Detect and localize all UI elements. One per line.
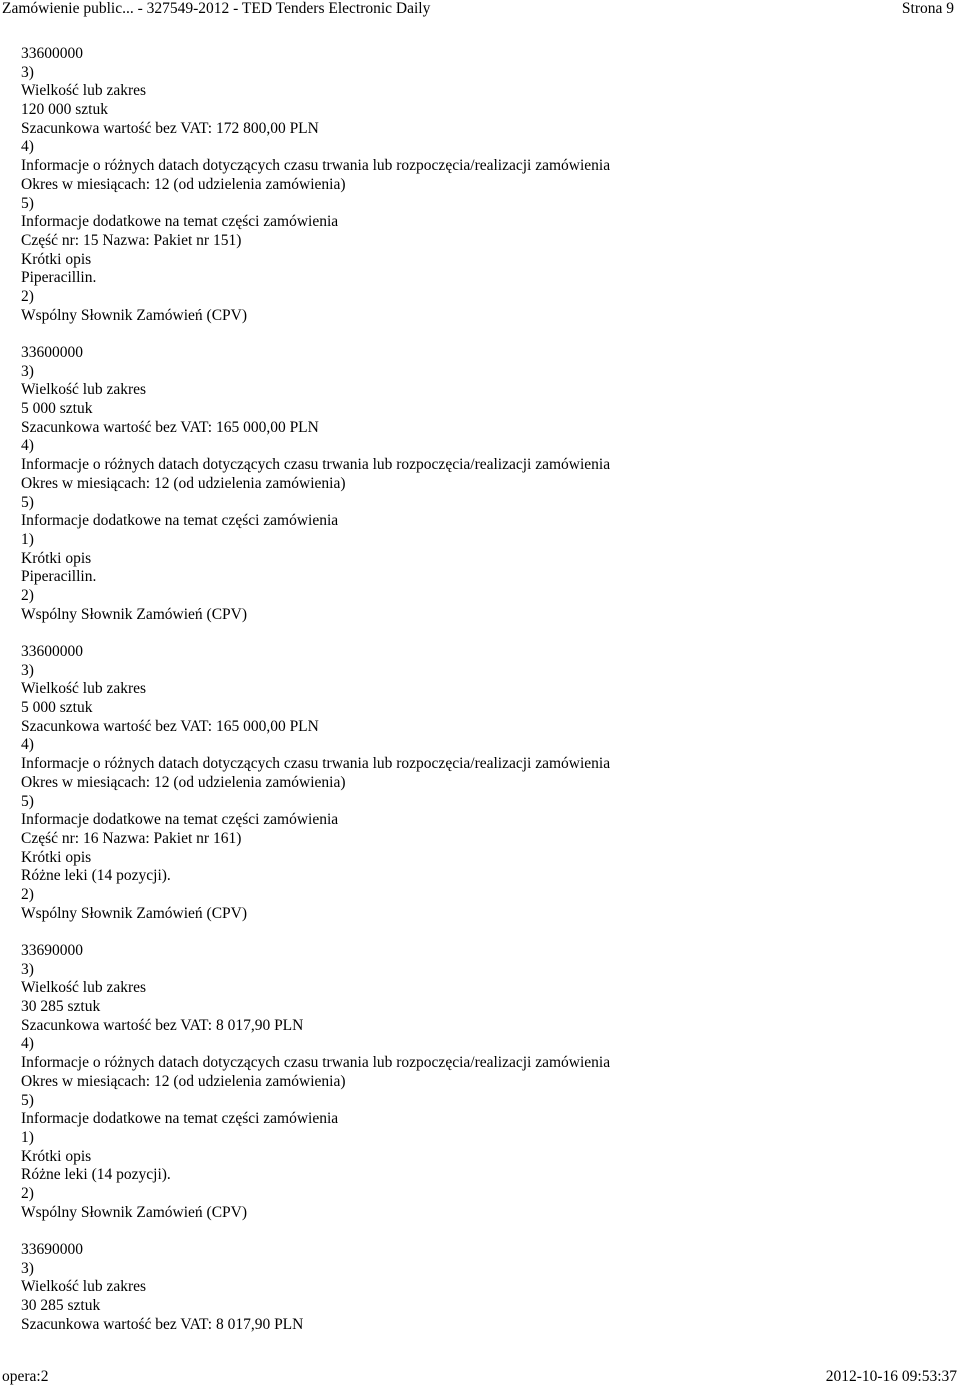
text-line: Okres w miesiącach: 12 (od udzielenia zamówienia) [21,773,346,791]
text-line: Szacunkowa wartość bez VAT: 8 017,90 PLN [21,1016,304,1034]
text-line: Krótki opis [21,1147,92,1165]
blank-line [21,325,921,344]
page-number: Strona 9 [901,0,954,17]
text-line: 120 000 sztuk [21,101,108,119]
text-line: 2) [21,586,34,604]
text-line: Informacje o różnych datach dotyczących czasu trwania lub rozpoczęcia/realizacji zamówienia [21,1054,611,1072]
text-line: 5) [21,194,34,212]
page-title: Zamówienie public... - 327549-2012 - TED Tenders Electronic Daily [2,0,431,17]
text-line: Różne leki (14 pozycji). [21,867,171,885]
text-line: Krótki opis [21,549,92,567]
text-line: Okres w miesiącach: 12 (od udzielenia zamówienia) [21,474,346,492]
text-line: Część nr: 15 Nazwa: Pakiet nr 151) [21,231,242,249]
text-line: Informacje o różnych datach dotyczących czasu trwania lub rozpoczęcia/realizacji zamówienia [21,157,611,175]
text-line: Wielkość lub zakres [21,979,147,997]
text-line: Szacunkowa wartość bez VAT: 8 017,90 PLN [21,1315,304,1333]
text-line: 33600000 [21,45,83,62]
text-line: 1) [21,1128,34,1146]
text-line: 33600000 [21,643,83,660]
text-line: Informacje dodatkowe na temat części zamówienia [21,512,339,530]
text-line: Część nr: 16 Nazwa: Pakiet nr 161) [21,829,242,847]
text-line: 4) [21,736,34,754]
document-body [21,45,921,1334]
text-line: Wspólny Słownik Zamówień (CPV) [21,904,248,922]
text-line: Wspólny Słownik Zamówień (CPV) [21,1203,248,1221]
text-line: 3) [21,1259,34,1277]
text-line: Wspólny Słownik Zamówień (CPV) [21,306,248,324]
blank-line [21,1222,921,1241]
text-line: 33600000 [21,344,83,361]
print-header [0,0,960,20]
text-line: 4) [21,1035,34,1053]
text-line: Szacunkowa wartość bez VAT: 172 800,00 PLN [21,119,319,137]
text-line: 33690000 [21,1241,83,1258]
text-line: Informacje o różnych datach dotyczących czasu trwania lub rozpoczęcia/realizacji zamówienia [21,456,611,474]
text-line: Krótki opis [21,848,92,866]
text-line: 2) [21,1184,34,1202]
text-line: 4) [21,437,34,455]
text-line: 2) [21,287,34,305]
text-line: Wielkość lub zakres [21,381,147,399]
text-line: Wielkość lub zakres [21,680,147,698]
text-line: 5 000 sztuk [21,699,93,717]
blank-line [21,624,921,643]
text-line: Piperacillin. [21,269,97,287]
text-line: Okres w miesiącach: 12 (od udzielenia zamówienia) [21,175,346,193]
text-line: 3) [21,960,34,978]
blank-line [21,923,921,942]
text-line: Wielkość lub zakres [21,82,147,100]
print-footer [0,1368,960,1388]
text-line: 4) [21,138,34,156]
text-line: 5) [21,493,34,511]
text-line: Wspólny Słownik Zamówień (CPV) [21,605,248,623]
text-line: Informacje o różnych datach dotyczących czasu trwania lub rozpoczęcia/realizacji zamówienia [21,755,611,773]
text-line: 2) [21,885,34,903]
text-line: 5 000 sztuk [21,400,93,418]
text-line: Informacje dodatkowe na temat części zamówienia [21,811,339,829]
text-line: 30 285 sztuk [21,1297,101,1315]
text-line: 5) [21,792,34,810]
text-line: 3) [21,362,34,380]
text-line: Wielkość lub zakres [21,1278,147,1296]
text-line: Różne leki (14 pozycji). [21,1166,171,1184]
text-line: 1) [21,530,34,548]
footer-timestamp: 2012-10-16 09:53:37 [825,1368,957,1385]
text-line: Krótki opis [21,250,92,268]
text-line: Okres w miesiącach: 12 (od udzielenia zamówienia) [21,1072,346,1090]
text-line: Informacje dodatkowe na temat części zamówienia [21,1110,339,1128]
text-line: 30 285 sztuk [21,998,101,1016]
text-line: Szacunkowa wartość bez VAT: 165 000,00 PLN [21,717,319,735]
text-line: 5) [21,1091,34,1109]
text-line: Informacje dodatkowe na temat części zamówienia [21,213,339,231]
text-line: Piperacillin. [21,568,97,586]
text-line: 3) [21,661,34,679]
text-line: Szacunkowa wartość bez VAT: 165 000,00 PLN [21,418,319,436]
footer-source: opera:2 [2,1368,49,1385]
text-line: 3) [21,63,34,81]
text-line: 33690000 [21,942,83,959]
